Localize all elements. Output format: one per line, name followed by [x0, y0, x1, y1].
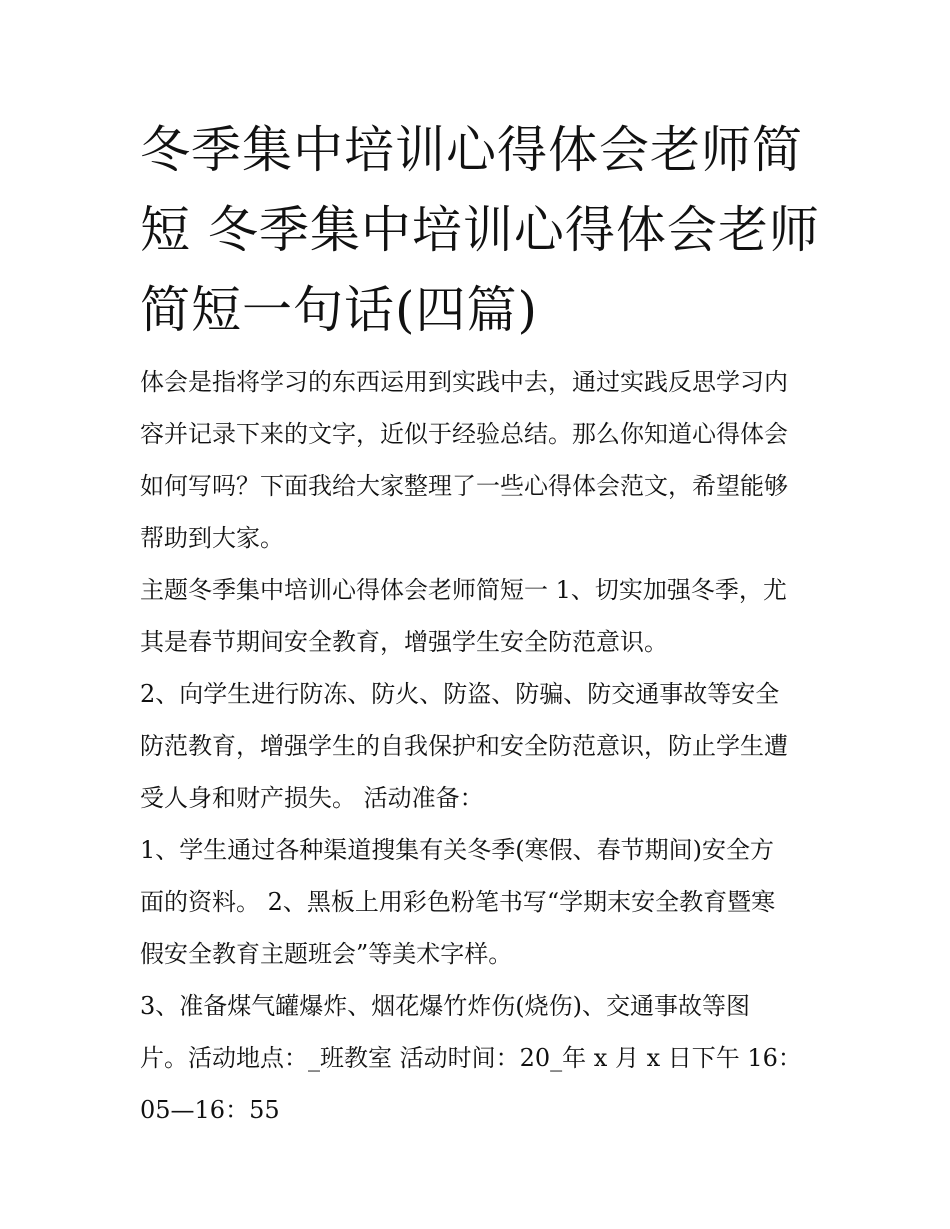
- body-line: 容并记录下来的文字，近似于经验总结。那么你知道心得体会: [140, 420, 788, 448]
- title-line: 短 冬季集中培训心得体会老师: [140, 201, 820, 259]
- document-body: [140, 356, 830, 1136]
- body-line: 05—16：55: [140, 1096, 280, 1124]
- body-line: 如何写吗？下面我给大家整理了一些心得体会范文，希望能够: [140, 472, 788, 500]
- body-line: 假安全教育主题班会”等美术字样。: [140, 940, 513, 968]
- body-line: 面的资料。 2、黑板上用彩色粉笔书写“学期末安全教育暨寒: [140, 888, 776, 916]
- title-line: 简短一句话(四篇): [140, 281, 539, 339]
- body-line: 主题冬季集中培训心得体会老师简短一 1、切实加强冬季，尤: [140, 576, 787, 604]
- body-line: 1、学生通过各种渠道搜集有关冬季(寒假、春节期间)安全方: [140, 836, 774, 864]
- body-line: 片。活动地点：_班教室 活动时间：20_年 x 月 x 日下午 16：: [140, 1044, 802, 1072]
- body-line: 3、准备煤气罐爆炸、烟花爆竹炸伤(烧伤)、交通事故等图: [140, 992, 750, 1020]
- body-line: 帮助到大家。: [140, 524, 284, 552]
- body-line: 2、向学生进行防冻、防火、防盗、防骗、防交通事故等安全: [140, 680, 780, 708]
- title-line: 冬季集中培训心得体会老师简: [140, 121, 803, 179]
- document-title: [140, 110, 820, 350]
- body-line: 其是春节期间安全教育，增强学生安全防范意识。: [140, 628, 668, 656]
- body-line: 受人身和财产损失。 活动准备：: [140, 784, 484, 812]
- body-line: 防范教育，增强学生的自我保护和安全防范意识，防止学生遭: [140, 732, 788, 760]
- body-line: 体会是指将学习的东西运用到实践中去，通过实践反思学习内: [140, 368, 788, 396]
